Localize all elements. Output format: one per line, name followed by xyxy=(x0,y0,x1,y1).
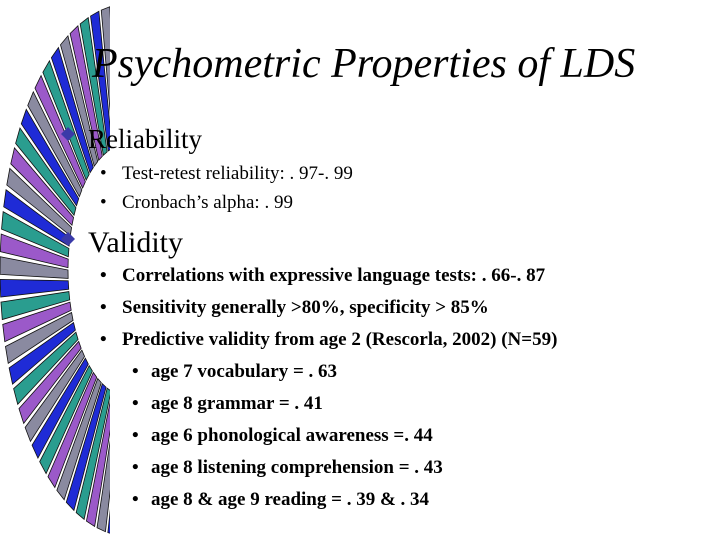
diamond-bullet-icon xyxy=(61,232,75,246)
sub-list-item-reading: • age 8 & age 9 reading = . 39 & . 34 xyxy=(132,489,430,510)
sub-list-item-vocabulary: • age 7 vocabulary = . 63 xyxy=(132,361,338,382)
sub-list-item-phonological: • age 6 phonological awareness =. 44 xyxy=(132,425,433,446)
section-heading-validity xyxy=(88,226,183,260)
list-item-predictive-validity: • Predictive validity from age 2 (Rescorla, 2002) (N=59) xyxy=(100,329,558,350)
bullet-dot-icon: • xyxy=(100,329,107,350)
bullet-dot-icon: • xyxy=(100,163,107,184)
bullet-dot-icon: • xyxy=(100,265,107,286)
section-heading-label: Validity xyxy=(88,226,183,259)
diamond-bullet-icon xyxy=(61,127,75,141)
sub-list-item-grammar: • age 8 grammar = . 41 xyxy=(132,393,323,414)
list-item-test-retest: • Test-retest reliability: . 97-. 99 xyxy=(100,163,353,184)
bullet-dot-icon: • xyxy=(132,489,139,510)
bullet-dot-icon: • xyxy=(132,457,139,478)
section-heading-reliability xyxy=(88,124,202,155)
bullet-dot-icon: • xyxy=(132,425,139,446)
slide-title: Psychometric Properties of LDS xyxy=(92,41,636,87)
bullet-dot-icon: • xyxy=(100,192,107,213)
bullet-dot-icon: • xyxy=(132,361,139,382)
sub-list-item-listening: • age 8 listening comprehension = . 43 xyxy=(132,457,443,478)
bullet-dot-icon: • xyxy=(100,297,107,318)
bullet-dot-icon: • xyxy=(132,393,139,414)
list-item-cronbach: • Cronbach’s alpha: . 99 xyxy=(100,192,293,213)
list-item-correlations: • Correlations with expressive language tests: . 66-. 87 xyxy=(100,265,546,286)
list-item-sensitivity: • Sensitivity generally >80%, specificity > 85% xyxy=(100,297,489,318)
section-heading-label: Reliability xyxy=(88,124,202,154)
